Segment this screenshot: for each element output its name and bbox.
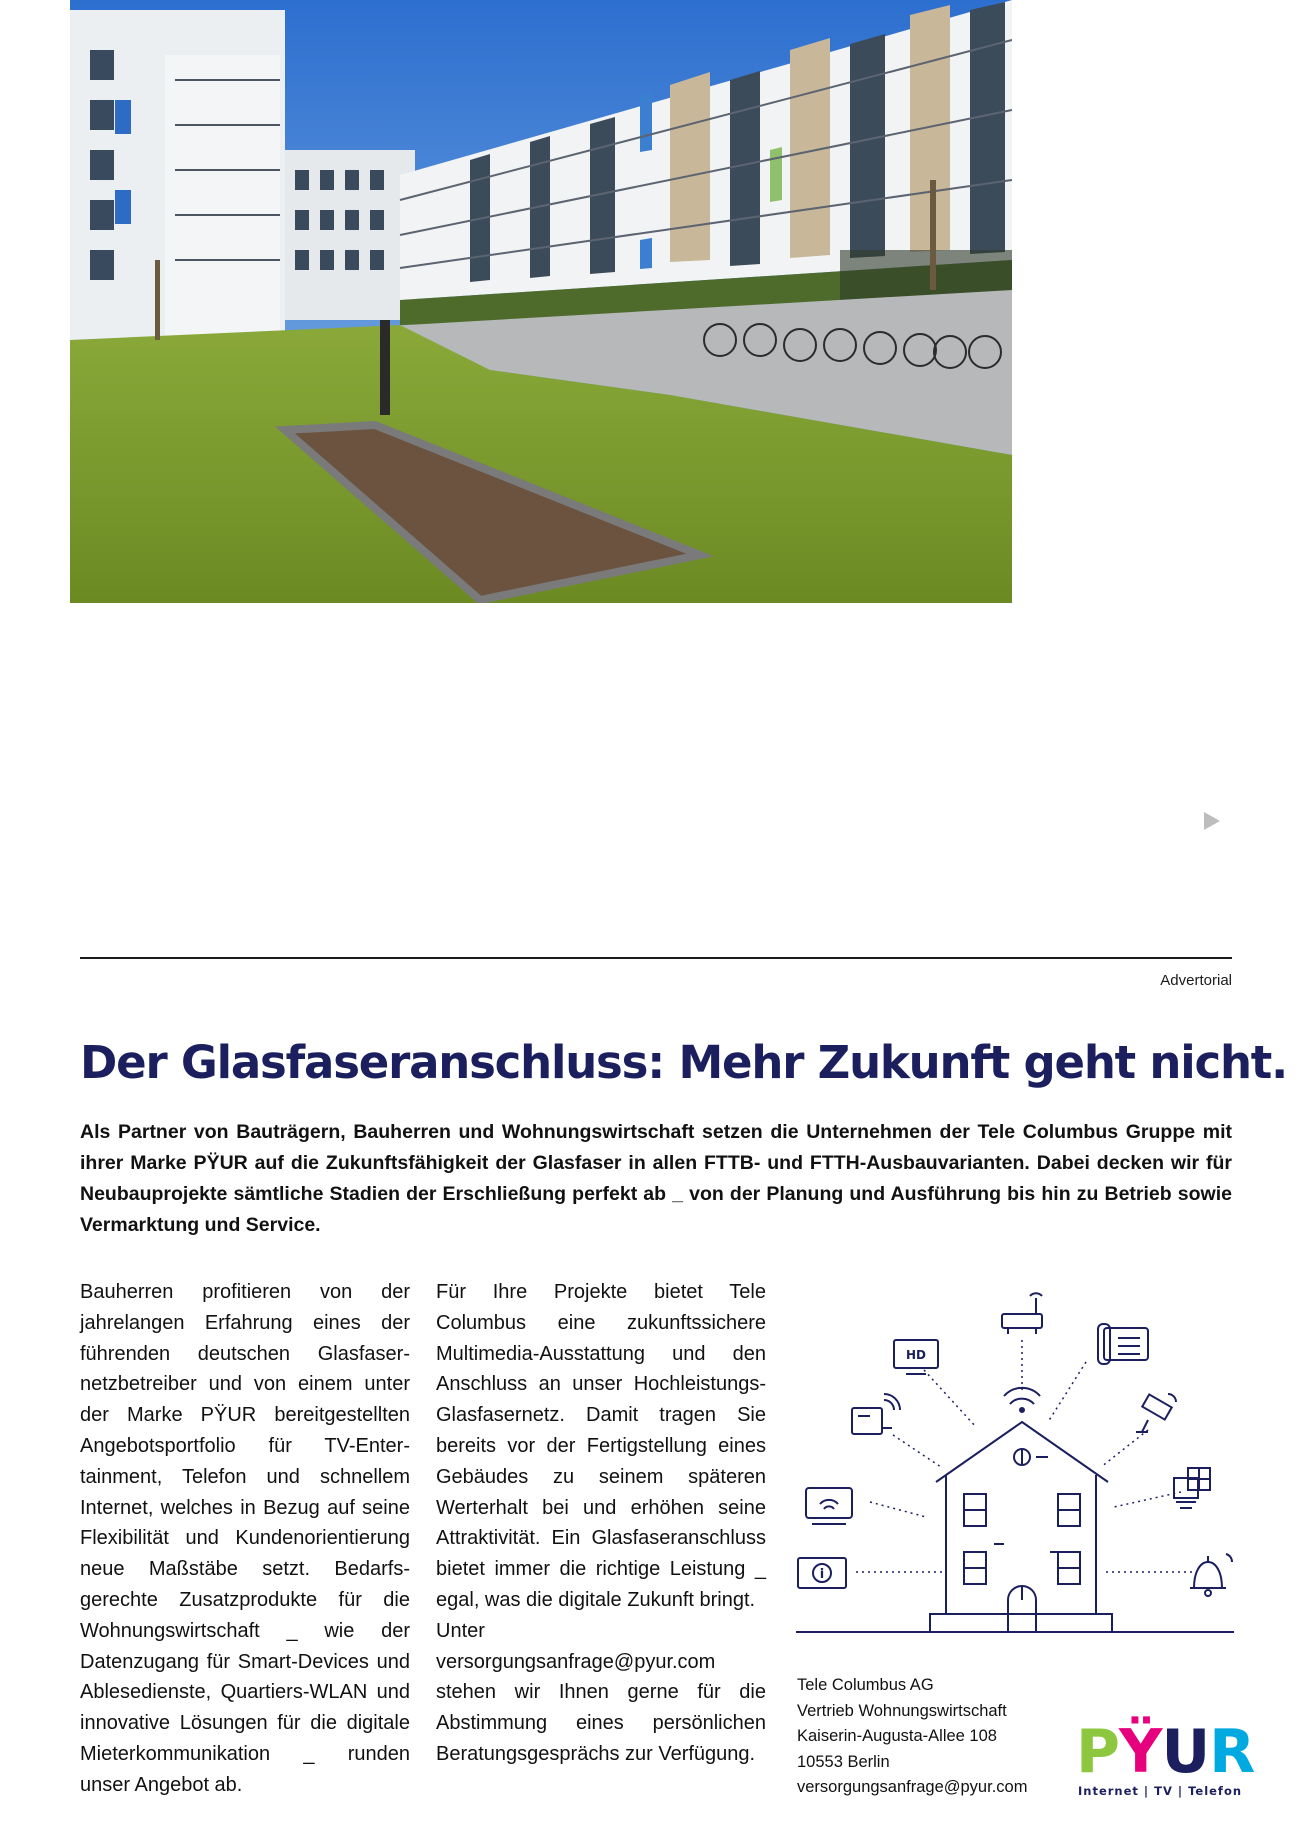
body-column-1 bbox=[80, 1277, 410, 1801]
house-icon bbox=[930, 1422, 1112, 1632]
play-arrow-icon[interactable] bbox=[1204, 812, 1220, 830]
info-display-icon bbox=[798, 1558, 846, 1588]
set-top-box-icon bbox=[852, 1394, 900, 1434]
telephone-icon bbox=[1098, 1324, 1148, 1364]
router-icon bbox=[1002, 1293, 1042, 1334]
smart-meter-icon bbox=[1174, 1468, 1210, 1508]
contact-block bbox=[797, 1673, 1027, 1801]
lead-paragraph: Als Partner von Bauträgern, Bauherren und Wohnungswirtschaft setzen die Unternehmen der Tele Columbus Gruppe mit ihrer Marke PŸUR auf die Zukunftsfähigkeit der Glasfaser in allen FTTB- und FTTH-Ausbauvarianten. Dabei decken wir für Neubauprojekte sämtliche Stadien der Erschließung perfekt ab _ von der Planung und Ausführung bis hin zu Betrieb sowie Vermarktung und Service. bbox=[80, 1121, 1232, 1236]
contact-company: Tele Columbus AG bbox=[797, 1676, 934, 1694]
logo-letter-r: R bbox=[1209, 1717, 1255, 1787]
info-symbol: i bbox=[819, 1567, 825, 1582]
contact-city: 10553 Berlin bbox=[797, 1752, 890, 1771]
pyur-logo bbox=[1076, 1717, 1255, 1798]
logo-tagline: Internet | TV | Telefon bbox=[1078, 1784, 1243, 1798]
wifi-screen-icon bbox=[806, 1488, 852, 1524]
column-1-text: Bauherren profitieren von der jahrelangen Erfahrung eines der führenden deutschen Glasfasernetzbetreiber und von einem unter der Marke PŸUR bereitgestellten Angebotsportfolio für TV-Entertainment, Telefon und schnellem Internet, welches in Bezug auf seine Flexibilität und Kundenorientierung neue Maßstäbe setzt. Bedarfsgerechte Zusatzprodukte für die Wohnungswirtschaft _ wie der Datenzugang für Smart-Devices und Ablesedienste, Quartiers-WLAN und innovative Lösungen für die digitale Mieterkommunikation _ runden unser Angebot ab. bbox=[80, 1281, 410, 1796]
column-2-paragraph-2: Unter versorgungsanfrage@pyur.com stehen wir Ihnen gerne für die Abstimmung eines persönlichen Beratungsgesprächs zur Verfügung. bbox=[436, 1619, 766, 1765]
advertorial-label: Advertorial bbox=[1160, 972, 1232, 989]
contact-email[interactable]: versorgungsanfrage@pyur.com bbox=[797, 1778, 1028, 1796]
body-column-2 bbox=[436, 1277, 766, 1770]
logo-letter-y: Ÿ bbox=[1118, 1717, 1162, 1787]
column-2-paragraph-1: Für Ihre Projekte bietet Tele Columbus eine zukunftssichere Multimedia-Ausstattung und den Anschluss an unser Hochleistungs-Glasfasernetz. Damit tragen Sie bereits vor der Fertigstellung eines Gebäudes zu seinem späteren Werterhalt bei und erhöhen seine Attraktivität. Ein Glasfaseranschluss bietet immer die richtige Leistung _ egal, was die digitale Zukunft bringt. bbox=[436, 1281, 766, 1611]
hero-photo bbox=[70, 0, 1012, 603]
security-camera-icon bbox=[1136, 1394, 1176, 1432]
courtyard-image bbox=[70, 0, 1012, 603]
hd-tv-icon bbox=[894, 1340, 938, 1374]
logo-letter-p: P bbox=[1076, 1717, 1119, 1787]
headline: Der Glasfaseranschluss: Mehr Zukunft geht nicht. bbox=[80, 1036, 1288, 1089]
hd-label: HD bbox=[905, 1348, 927, 1362]
logo-letter-u: U bbox=[1161, 1717, 1210, 1787]
wifi-icon bbox=[1004, 1388, 1040, 1412]
connected-house-illustration bbox=[796, 1282, 1236, 1636]
logo-wordmark bbox=[1076, 1717, 1255, 1787]
contact-street: Kaiserin-Augusta-Allee 108 bbox=[797, 1727, 997, 1745]
alarm-bell-icon bbox=[1190, 1554, 1232, 1596]
section-divider bbox=[80, 957, 1232, 959]
contact-department: Vertrieb Wohnungswirtschaft bbox=[797, 1701, 1007, 1720]
